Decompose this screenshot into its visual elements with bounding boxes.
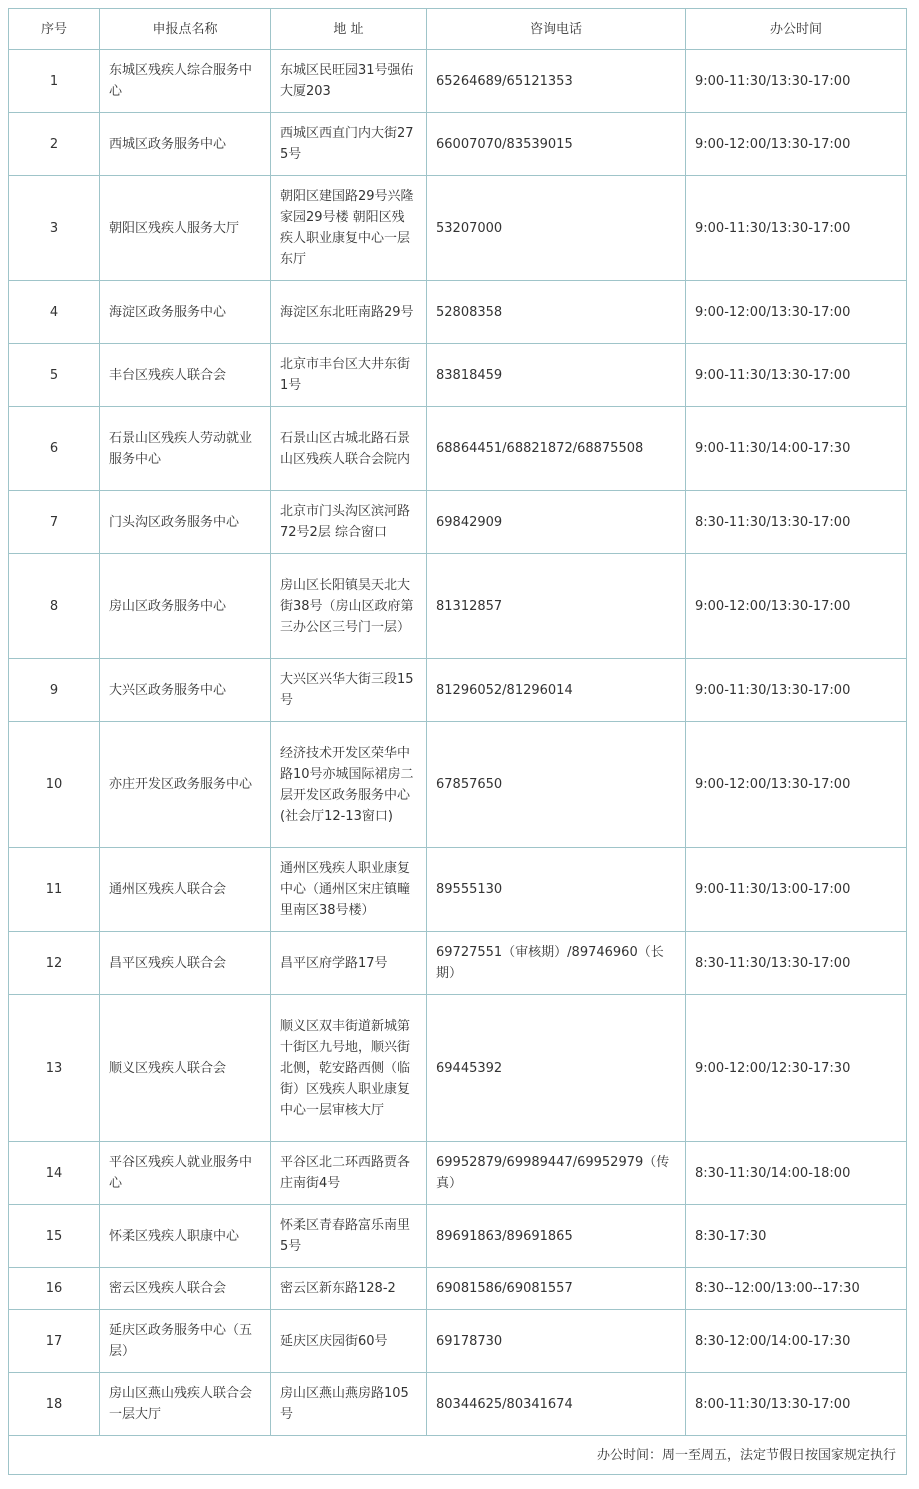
cell-name: 顺义区残疾人联合会 (100, 995, 271, 1142)
cell-no: 3 (9, 176, 100, 281)
cell-phone: 69081586/69081557 (427, 1268, 686, 1310)
table-row (9, 659, 907, 722)
cell-no: 8 (9, 554, 100, 659)
cell-address: 房山区长阳镇昊天北大街38号（房山区政府第三办公区三号门一层） (271, 554, 427, 659)
cell-phone: 52808358 (427, 281, 686, 344)
cell-hours: 9:00-11:30/14:00-17:30 (686, 407, 907, 491)
cell-hours: 8:30--12:00/13:00--17:30 (686, 1268, 907, 1310)
table-row (9, 113, 907, 176)
cell-hours: 8:30-11:30/14:00-18:00 (686, 1142, 907, 1205)
cell-hours: 9:00-11:30/13:30-17:00 (686, 344, 907, 407)
cell-name: 怀柔区残疾人职康中心 (100, 1205, 271, 1268)
cell-no: 14 (9, 1142, 100, 1205)
cell-name: 大兴区政务服务中心 (100, 659, 271, 722)
table-footer-row (9, 1436, 907, 1475)
cell-no: 13 (9, 995, 100, 1142)
cell-address: 北京市丰台区大井东街1号 (271, 344, 427, 407)
footer-note: 办公时间：周一至周五，法定节假日按国家规定执行 (9, 1436, 907, 1475)
cell-hours: 9:00-12:00/13:30-17:00 (686, 281, 907, 344)
table-row (9, 848, 907, 932)
table-row (9, 1268, 907, 1310)
cell-no: 7 (9, 491, 100, 554)
table-row (9, 1142, 907, 1205)
cell-address: 密云区新东路128-2 (271, 1268, 427, 1310)
cell-name: 房山区燕山残疾人联合会一层大厅 (100, 1373, 271, 1436)
cell-name: 朝阳区残疾人服务大厅 (100, 176, 271, 281)
cell-hours: 9:00-12:00/13:30-17:00 (686, 722, 907, 848)
cell-phone: 89555130 (427, 848, 686, 932)
cell-phone: 89691863/89691865 (427, 1205, 686, 1268)
cell-hours: 9:00-12:00/13:30-17:00 (686, 113, 907, 176)
cell-name: 东城区残疾人综合服务中心 (100, 50, 271, 113)
cell-no: 15 (9, 1205, 100, 1268)
cell-address: 西城区西直门内大街275号 (271, 113, 427, 176)
cell-no: 11 (9, 848, 100, 932)
header-name: 申报点名称 (100, 9, 271, 50)
cell-name: 昌平区残疾人联合会 (100, 932, 271, 995)
cell-name: 亦庄开发区政务服务中心 (100, 722, 271, 848)
cell-address: 房山区燕山燕房路105号 (271, 1373, 427, 1436)
cell-hours: 9:00-12:00/12:30-17:30 (686, 995, 907, 1142)
cell-address: 石景山区古城北路石景山区残疾人联合会院内 (271, 407, 427, 491)
table-row (9, 50, 907, 113)
cell-name: 房山区政务服务中心 (100, 554, 271, 659)
cell-no: 16 (9, 1268, 100, 1310)
cell-address: 东城区民旺园31号强佑大厦203 (271, 50, 427, 113)
cell-no: 1 (9, 50, 100, 113)
table-row (9, 1310, 907, 1373)
cell-name: 通州区残疾人联合会 (100, 848, 271, 932)
cell-name: 门头沟区政务服务中心 (100, 491, 271, 554)
cell-hours: 9:00-12:00/13:30-17:00 (686, 554, 907, 659)
table-row (9, 1205, 907, 1268)
cell-no: 10 (9, 722, 100, 848)
cell-name: 密云区残疾人联合会 (100, 1268, 271, 1310)
cell-hours: 8:30-17:30 (686, 1205, 907, 1268)
cell-hours: 8:30-12:00/14:00-17:30 (686, 1310, 907, 1373)
cell-hours: 8:00-11:30/13:30-17:00 (686, 1373, 907, 1436)
cell-no: 9 (9, 659, 100, 722)
cell-phone: 81296052/81296014 (427, 659, 686, 722)
header-address: 地 址 (271, 9, 427, 50)
table-row (9, 932, 907, 995)
cell-phone: 69445392 (427, 995, 686, 1142)
table-row (9, 344, 907, 407)
cell-phone: 53207000 (427, 176, 686, 281)
table-row (9, 176, 907, 281)
cell-name: 延庆区政务服务中心（五层） (100, 1310, 271, 1373)
cell-hours: 8:30-11:30/13:30-17:00 (686, 932, 907, 995)
table-header-row (9, 9, 907, 50)
cell-address: 海淀区东北旺南路29号 (271, 281, 427, 344)
table-row (9, 281, 907, 344)
cell-phone: 80344625/80341674 (427, 1373, 686, 1436)
cell-phone: 68864451/68821872/68875508 (427, 407, 686, 491)
cell-no: 12 (9, 932, 100, 995)
cell-address: 经济技术开发区荣华中路10号亦城国际裙房二层开发区政务服务中心 (社会厅12-13窗口) (271, 722, 427, 848)
service-points-table-container (8, 8, 906, 1475)
cell-no: 2 (9, 113, 100, 176)
cell-name: 海淀区政务服务中心 (100, 281, 271, 344)
cell-no: 4 (9, 281, 100, 344)
table-row (9, 554, 907, 659)
cell-address: 昌平区府学路17号 (271, 932, 427, 995)
cell-phone: 69178730 (427, 1310, 686, 1373)
cell-phone: 69727551（审核期）/89746960（长期） (427, 932, 686, 995)
table-row (9, 722, 907, 848)
cell-phone: 69842909 (427, 491, 686, 554)
cell-phone: 69952879/69989447/69952979（传真） (427, 1142, 686, 1205)
cell-name: 石景山区残疾人劳动就业服务中心 (100, 407, 271, 491)
table-body (9, 50, 907, 1436)
cell-hours: 9:00-11:30/13:30-17:00 (686, 50, 907, 113)
cell-no: 18 (9, 1373, 100, 1436)
cell-address: 怀柔区青春路富乐南里5号 (271, 1205, 427, 1268)
cell-phone: 83818459 (427, 344, 686, 407)
cell-address: 延庆区庆园街60号 (271, 1310, 427, 1373)
cell-address: 北京市门头沟区滨河路72号2层 综合窗口 (271, 491, 427, 554)
cell-address: 朝阳区建国路29号兴隆家园29号楼 朝阳区残疾人职业康复中心一层东厅 (271, 176, 427, 281)
cell-no: 17 (9, 1310, 100, 1373)
cell-no: 6 (9, 407, 100, 491)
cell-hours: 8:30-11:30/13:30-17:00 (686, 491, 907, 554)
cell-hours: 9:00-11:30/13:00-17:00 (686, 848, 907, 932)
header-hours: 办公时间 (686, 9, 907, 50)
cell-address: 顺义区双丰街道新城第十街区九号地，顺兴街北侧，乾安路西侧（临街）区残疾人职业康复中心一层审核大厅 (271, 995, 427, 1142)
cell-address: 通州区残疾人职业康复中心（通州区宋庄镇疃里南区38号楼） (271, 848, 427, 932)
header-no: 序号 (9, 9, 100, 50)
cell-hours: 9:00-11:30/13:30-17:00 (686, 176, 907, 281)
service-points-table (8, 8, 907, 1475)
table-row (9, 995, 907, 1142)
table-row (9, 1373, 907, 1436)
cell-name: 平谷区残疾人就业服务中心 (100, 1142, 271, 1205)
cell-hours: 9:00-11:30/13:30-17:00 (686, 659, 907, 722)
cell-name: 丰台区残疾人联合会 (100, 344, 271, 407)
cell-address: 大兴区兴华大街三段15号 (271, 659, 427, 722)
table-row (9, 407, 907, 491)
cell-phone: 65264689/65121353 (427, 50, 686, 113)
cell-name: 西城区政务服务中心 (100, 113, 271, 176)
cell-no: 5 (9, 344, 100, 407)
cell-address: 平谷区北二环西路贾各庄南街4号 (271, 1142, 427, 1205)
cell-phone: 66007070/83539015 (427, 113, 686, 176)
cell-phone: 67857650 (427, 722, 686, 848)
table-row (9, 491, 907, 554)
cell-phone: 81312857 (427, 554, 686, 659)
header-phone: 咨询电话 (427, 9, 686, 50)
